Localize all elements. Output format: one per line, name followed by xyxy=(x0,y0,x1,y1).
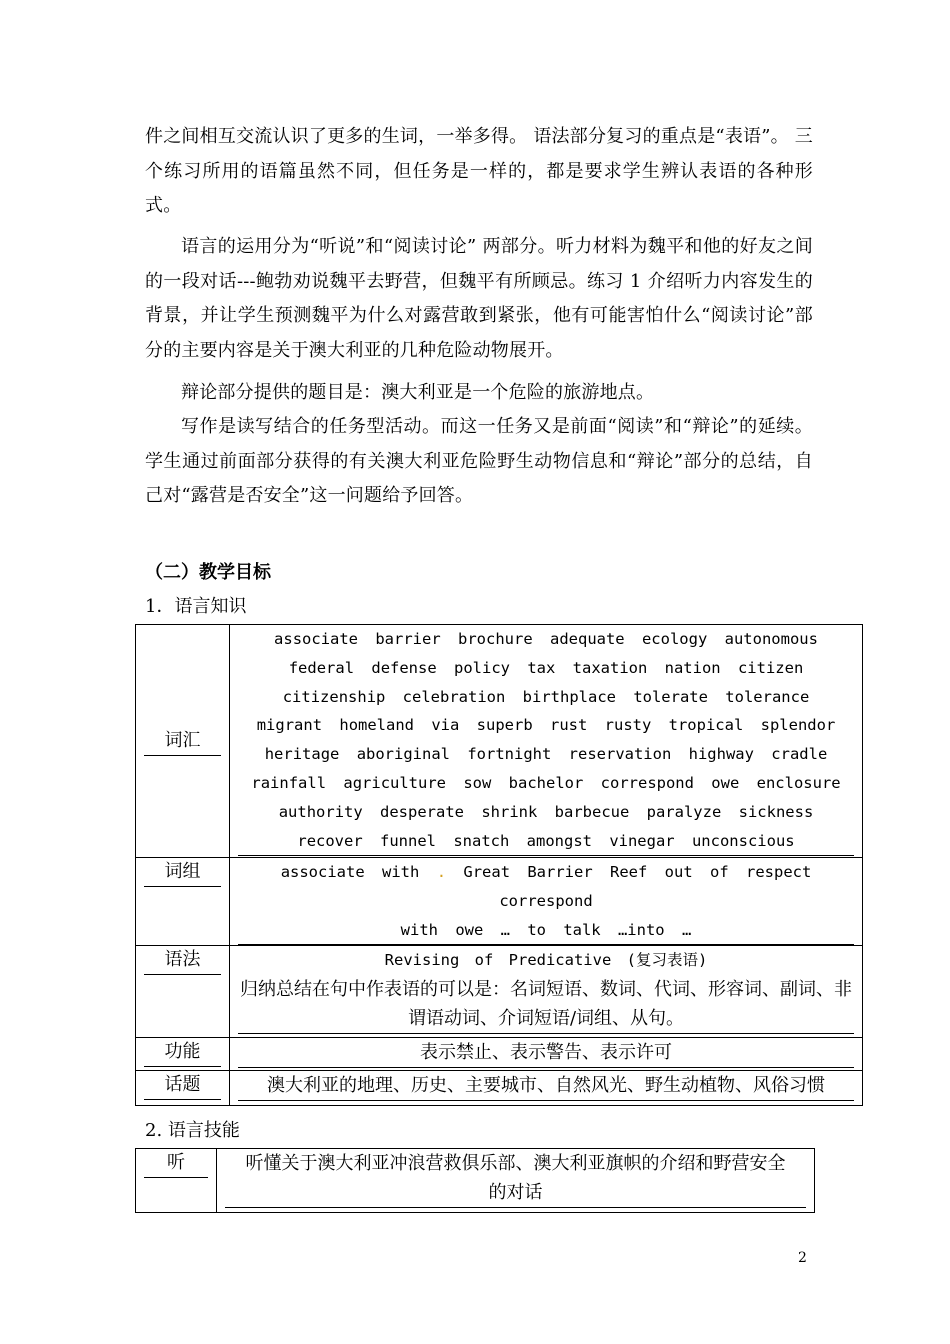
topic-label: 话题 xyxy=(144,1071,221,1100)
phrase-row xyxy=(136,858,863,946)
paragraph-1: 件之间相互交流认识了更多的生词，一举多得。 语法部分复习的重点是“表语”。 三个练习所用的语篇虽然不同，但任务是一样的，都是要求学生辨认表语的各种形式。 xyxy=(145,126,813,216)
function-label: 功能 xyxy=(144,1038,221,1067)
phrase-label-cell xyxy=(136,858,230,946)
phrase-line xyxy=(238,858,854,916)
listen-row xyxy=(136,1149,815,1213)
function-text: 表示禁止、表示警告、表示许可 xyxy=(238,1038,854,1068)
vocab-row xyxy=(136,625,863,858)
vocab-line: associate barrier brochure adequate ecology autonomous xyxy=(274,630,818,648)
section-title: （二）教学目标 xyxy=(145,562,271,583)
page-number: 2 xyxy=(798,1250,807,1266)
grammar-content xyxy=(238,946,854,1034)
phrase-text: Great Barrier Reef out of respect correspond xyxy=(446,863,812,910)
vocab-line: heritage aboriginal fortnight reservation highway cradle xyxy=(264,745,828,764)
grammar-cell xyxy=(230,946,863,1038)
grammar-line: 归纳总结在句中作表语的可以是：名词短语、数词、代词、形容词、副词、非 xyxy=(240,979,852,1001)
paragraph-2: 语言的运用分为“听说”和“阅读讨论” 两部分。听力材料为魏平和他的好友之间的一段对话---鲍勃劝说魏平去野营，但魏平有所顾忌。练习 1 介绍听力内容发生的背景，并让学生预测魏平为什么对露营敢到紧张，他有可能害怕什么“阅读讨论”部分的主要内容是关于澳大利亚的几种危险动物展开。 xyxy=(145,236,813,361)
function-row xyxy=(136,1038,863,1071)
vocab-line: migrant homeland via superb rust rusty tropical splendor xyxy=(256,716,836,735)
topic-row xyxy=(136,1071,863,1106)
listen-label: 听 xyxy=(144,1149,208,1178)
grammar-label: 语法 xyxy=(144,946,221,975)
topic-cell xyxy=(230,1071,863,1106)
listen-line: 听懂关于澳大利亚冲浪营救俱乐部、澳大利亚旗帜的介绍和野营安全 xyxy=(245,1153,786,1174)
language-skills-table xyxy=(135,1148,815,1213)
vocab-line: recover funnel snatch amongst vinegar unconscious xyxy=(297,831,795,850)
vocab-list xyxy=(238,625,854,856)
paragraph-3: 辩论部分提供的题目是：澳大利亚是一个危险的旅游地点。 xyxy=(181,382,655,403)
listen-line: 的对话 xyxy=(488,1182,543,1203)
phrase-line: with owe … to talk …into … xyxy=(400,920,692,939)
grammar-line: 谓语动词、介词短语/词组、从句。 xyxy=(407,1008,685,1030)
phrase-label: 词组 xyxy=(144,858,221,887)
phrase-dot: . xyxy=(436,863,447,881)
subheading-language-skills: 2. 语言技能 xyxy=(145,1120,240,1141)
listen-content xyxy=(225,1149,806,1208)
grammar-line: Revising of Predicative (复习表语) xyxy=(384,951,708,970)
vocab-cell xyxy=(230,625,863,858)
vocab-line: authority desperate shrink barbecue paralyze sickness xyxy=(278,802,814,821)
topic-text: 澳大利亚的地理、历史、主要城市、自然风光、野生动植物、风俗习惯 xyxy=(238,1071,854,1101)
listen-label-cell xyxy=(136,1149,217,1213)
vocab-label-cell xyxy=(136,625,230,858)
function-cell xyxy=(230,1038,863,1071)
phrase-list xyxy=(238,858,854,945)
vocab-line: federal defense policy tax taxation nation citizen xyxy=(288,658,804,677)
phrase-text: associate with xyxy=(280,863,420,881)
topic-label-cell xyxy=(136,1071,230,1106)
function-label-cell xyxy=(136,1038,230,1071)
vocab-line: rainfall agriculture sow bachelor correspond owe enclosure xyxy=(251,773,841,792)
subheading-language-knowledge: 1．语言知识 xyxy=(145,596,247,617)
vocab-line: citizenship celebration birthplace tolerate tolerance xyxy=(282,687,810,706)
language-knowledge-table xyxy=(135,624,863,1106)
vocab-label: 词汇 xyxy=(144,727,221,756)
grammar-row xyxy=(136,946,863,1038)
paragraph-4: 写作是读写结合的任务型活动。而这一任务又是前面“阅读”和“辩论”的延续。学生通过前面部分获得的有关澳大利亚危险野生动物信息和“辩论”部分的总结，自己对“露营是否安全”这一问题给予回答。 xyxy=(145,416,813,506)
grammar-label-cell xyxy=(136,946,230,1038)
phrase-cell xyxy=(230,858,863,946)
listen-cell xyxy=(217,1149,815,1213)
